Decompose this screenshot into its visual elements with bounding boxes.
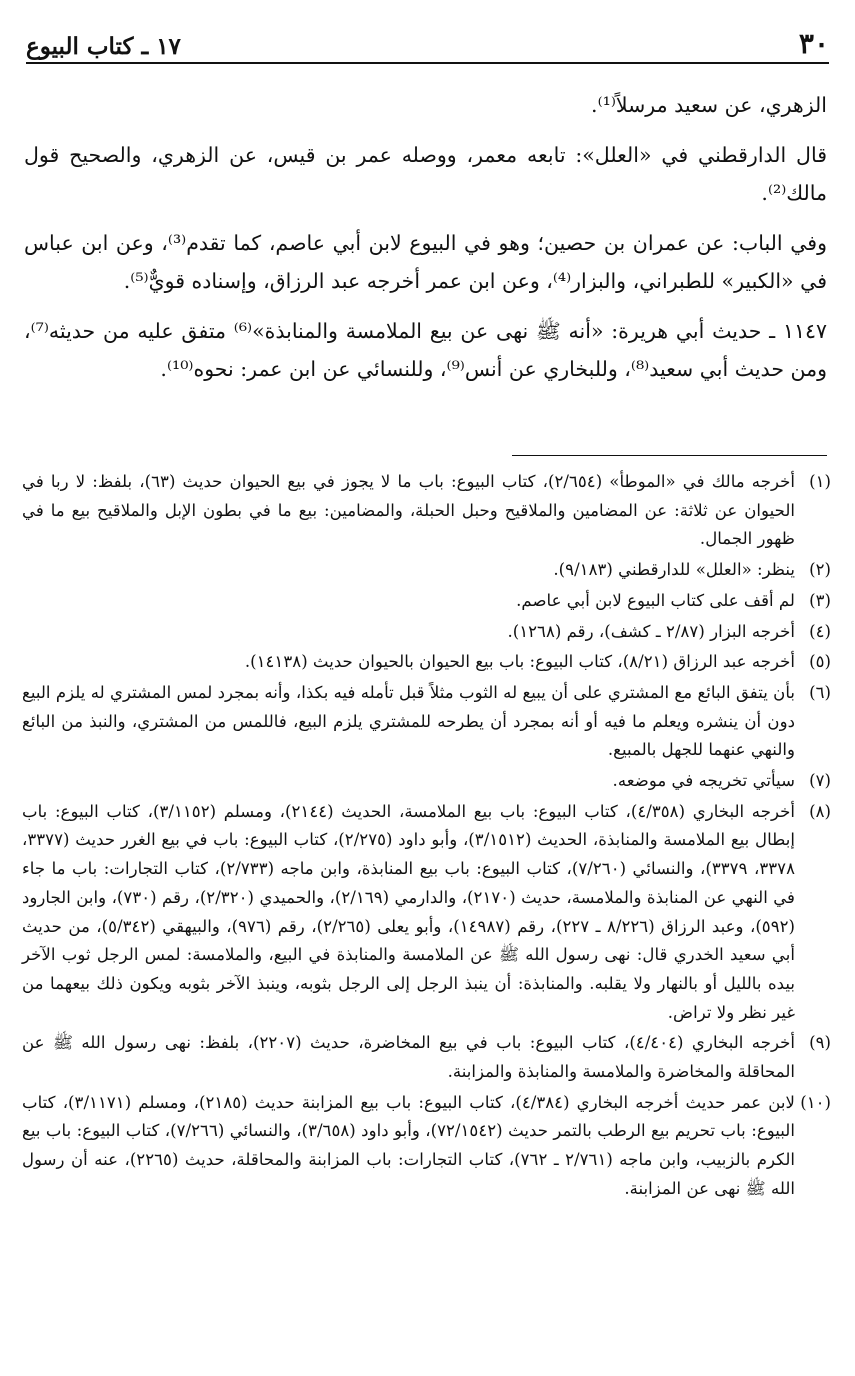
paragraph-related-hadith: وفي الباب: عن عمران بن حصين؛ وهو في البيوع لابن أبي عاصم، كما تقدم⁽³⁾، وعن ابن عباس في «الكبير» للطبراني، والبزار⁽⁴⁾، وعن ابن عمر أخرجه عبد الرزاق، وإسناده قويٌّ⁽⁵⁾. (24, 231, 827, 293)
paragraph-continuation: الزهري، عن سعيد مرسلاً⁽¹⁾. (591, 93, 827, 117)
footnote (22, 1029, 831, 1086)
footnote-number: (٧) (809, 771, 831, 791)
paragraph-hadith-1147: ١١٤٧ ـ حديث أبي هريرة: «أنه ﷺ نهى عن بيع الملامسة والمنابذة»⁽⁶⁾ متفق عليه من حديثه⁽⁷⁾، ومن حديث أبي سعيد⁽⁸⁾، وللبخاري عن أنس⁽⁹⁾، وللنسائي عن ابن عمر: نحوه⁽¹⁰⁾. (24, 319, 827, 381)
footnote-number: (٢) (809, 560, 831, 580)
page-number: ٣٠ (798, 27, 829, 60)
footnote-text: سيأتي تخريجه في موضعه. (612, 771, 795, 791)
footnote-text: أخرجه البزار (٢/٨٧ ـ كشف)، رقم (١٢٦٨). (507, 621, 795, 641)
footnote (22, 1089, 831, 1204)
footnote-divider (512, 455, 827, 456)
footnote-number: (٤) (809, 621, 831, 641)
paragraph-daraqutni: قال الدارقطني في «العلل»: تابعه معمر، ووصله عمر بن قيس، عن الزهري، والصحيح قول مالك⁽²⁾. (24, 143, 827, 205)
footnote (22, 798, 831, 1028)
footnote-number: (٣) (809, 590, 831, 610)
footnote (22, 648, 831, 677)
chapter-title: ١٧ ـ كتاب البيوع (26, 33, 181, 60)
footnote-text: لابن عمر حديث أخرجه البخاري (٤/٣٨٤)، كتاب البيوع: باب بيع المزابنة حديث (٢١٨٥)، ومسلم (٣/١١٧١)، كتاب البيوع: باب تحريم بيع الرطب بالتمر حديث (٧٢/١٥٤٢)، وأبو داود (٣/٦٥٨)، والنسائي (٧/٢٦٦)، كتاب البيوع: باب بيع الكرم بالزبيب، وابن ماجه (٢/٧٦١ ـ ٧٦٢)، كتاب التجارات: باب المزابنة والمحاقلة، حديث (٢٢٦٥)، عنه أن رسول الله ﷺ نهى عن المزابنة. (22, 1092, 795, 1198)
footnote-number: (٨) (809, 801, 831, 821)
footnote (22, 556, 831, 585)
footnote-number: (٦) (809, 682, 831, 702)
footnote (22, 587, 831, 616)
footnote-number: (٩) (809, 1033, 831, 1053)
footnotes (22, 468, 831, 1206)
footnote-text: أخرجه مالك في «الموطأ» (٢/٦٥٤)، كتاب البيوع: باب ما لا يجوز في بيع الحيوان حديث (٦٣)، بلفظ: لا ربا في الحيوان عن ثلاثة: عن المضامين والملاقيح وحبل الحبلة، والمضامين: بيع ما في بطون الإبل والملاقيح بيع ما في ظهور الجمال. (22, 472, 795, 549)
footnote-text: لم أقف على كتاب البيوع لابن أبي عاصم. (516, 590, 795, 610)
main-text (24, 86, 827, 400)
footnote-text: ينظر: «العلل» للدارقطني (٩/١٨٣). (553, 560, 795, 580)
footnote-number: (١٠) (800, 1092, 831, 1112)
footnote-text: بأن يتفق البائع مع المشتري على أن يبيع له الثوب مثلاً قبل تأمله فيه بكذا، وأنه بمجرد لمس المشتري له يلزم البيع دون أن ينشره ويعلم ما فيه أو أنه بمجرد أن يطرحه للمشتري يلزم البيع، فاللمس من المشتري، والنبذ من البائع والنهي عنهما للجهل بالمبيع. (22, 682, 795, 760)
footnote (22, 618, 831, 647)
footnote-number: (٥) (809, 652, 831, 672)
footnote-text: أخرجه البخاري (٤/٤٠٤)، كتاب البيوع: باب في بيع المخاضرة، حديث (٢٢٠٧)، بلفظ: نهى رسول الله ﷺ عن المحاقلة والمخاضرة والملامسة والمنابذة والمزابنة. (22, 1033, 795, 1082)
footnote (22, 767, 831, 796)
footnote-text: أخرجه عبد الرزاق (٨/٢١)، كتاب البيوع: باب بيع الحيوان بالحيوان حديث (١٤١٣٨). (244, 652, 795, 672)
page-header (26, 22, 829, 64)
footnote-number: (١) (809, 472, 831, 491)
footnote (22, 468, 831, 554)
footnote-text: أخرجه البخاري (٤/٣٥٨)، كتاب البيوع: باب بيع الملامسة، الحديث (٢١٤٤)، ومسلم (٣/١١٥٢)، كتاب البيوع: باب إبطال بيع الملامسة والمنابذة، الحديث (٣/١٥١٢)، وأبو داود (٢/٢٧٥)، كتاب البيوع: باب في بيع الغرر حديث (٣٣٧٧، ٣٣٧٨، ٣٣٧٩)، والنسائي (٧/٢٦٠)، كتاب البيوع: باب بيع المنابذة، وابن ماجه (٢/٧٣٣)، كتاب التجارات: باب ما جاء في النهي عن المنابذة والملامسة، حديث (٢١٧٠)، والدارمي (٢/١٦٩)، والحميدي (٢/٣٢٠)، رقم (٧٣٠)، وابن الجارود (٥٩٢)، وعبد الرزاق (٨/٢٢٦ ـ ٢٢٧)، رقم (١٤٩٨٧)، وأبو يعلى (٢/٢٦٥)، رقم (٩٧٦)، والبيهقي (٥/٣٤٢)، من حديث أبي سعيد الخدري قال: نهى رسول الله ﷺ عن الملامسة والمنابذة في البيع، والملامسة: لمس الرجل ثوب الآخر بيده بالليل أو بالنهار ولا يقلبه. والمنابذة: أن ينبذ الرجل إلى الرجل بثوبه، وينبذ الآخر بثوبه ويكون ذلك بيعهما من غير نظر ولا تراض. (22, 801, 796, 1022)
footnote (22, 679, 831, 765)
